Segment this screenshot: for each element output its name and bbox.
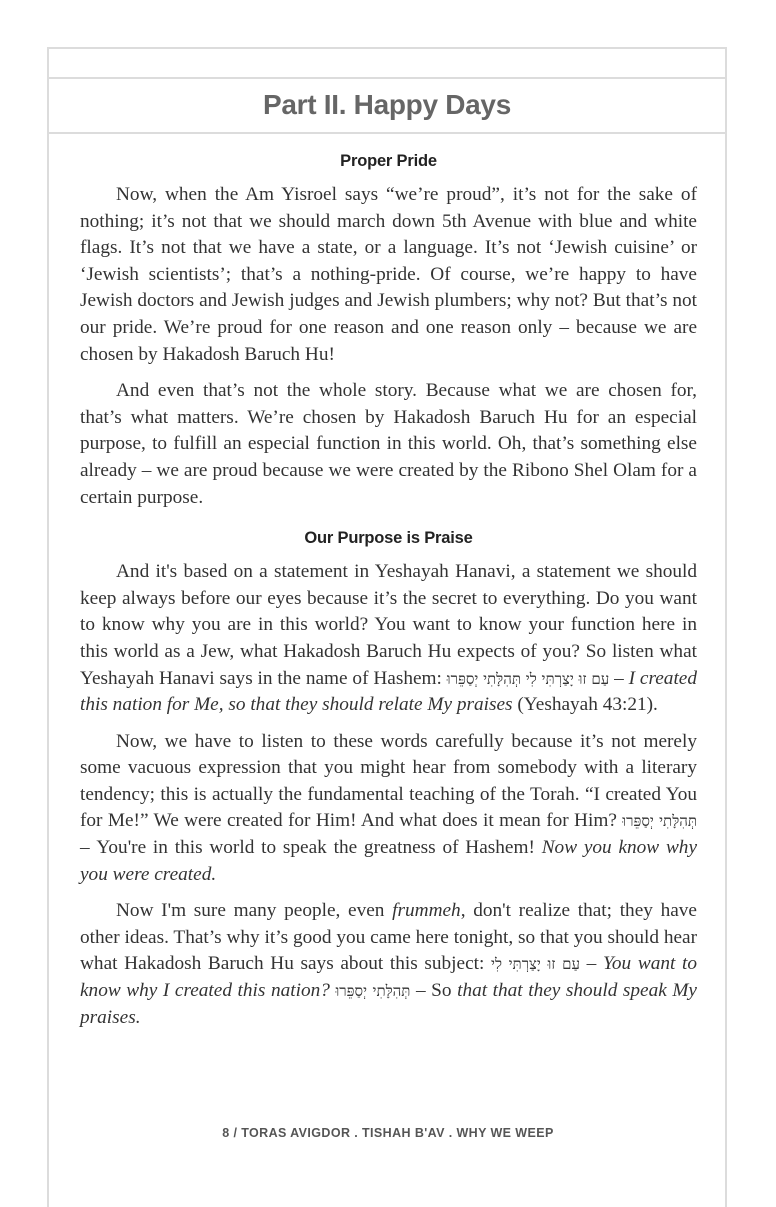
italic-text: Now you know why you were created.: [80, 837, 697, 885]
chapter-title: Part II. Happy Days: [263, 88, 511, 120]
text: Now, when the Am Yisroel says “we’re proud”, it’s not for the sake of nothing; it’s not that we should march down 5th Avenue with blue and white flags. It’s not that we have a state, or a language. It’s not ‘Jewish cuisine’ or ‘Jewish scientists’; that’s a nothing-pride. Of course, we’re happy to have Jewish doctors and Jewish judges and Jewish plumbers; why not? But that’s not our pride. We’re proud for one reason and one reason only – because we are chosen by Hakadosh Baruch Hu!: [80, 184, 697, 365]
text: Now, we have to listen to these words carefully because it’s not merely some vacuous expression that you might hear from somebody with a literary tendency; this is actually the fundamental teaching of the Torah. “I created You for Me!” We were created for Him! And what does it mean for Him?: [80, 730, 697, 832]
citation: (Yeshayah 43:21).: [512, 694, 658, 716]
section-heading: Proper Pride: [340, 152, 437, 170]
text: – So: [410, 980, 458, 1002]
text: , don't realize that; they have other ideas. That’s why it’s good you came here tonight, so that you should hear what Hakadosh Baruch Hu says about this subject:: [80, 900, 697, 975]
title-band: [49, 77, 725, 134]
paragraph: [80, 182, 697, 368]
header-band: [49, 49, 725, 79]
hebrew-quote: עַם זוּ יָצַרְתִּי לִי: [491, 955, 580, 974]
italic-translation: that that they should speak My praises.: [80, 980, 697, 1028]
paragraph: [80, 729, 697, 889]
text: And it's based on a statement in Yeshayah Hanavi, a statement we should keep always before our eyes because it’s the secret to everything. Do you want to know why you are in this world? You want to know your function here in this world as a Jew, what Hakadosh Baruch Hu expects of you? So listen what Yeshayah Hanavi says in the name of Hashem:: [80, 561, 697, 689]
text: Now I'm sure many people, even: [116, 900, 393, 922]
italic-translation: You want to know why I created this nation?: [80, 953, 698, 1002]
page-footer: 8 / TORAS AVIGDOR . TISHAH B'AV . WHY WE WEEP: [222, 1126, 554, 1140]
text: –: [579, 953, 603, 975]
text: And even that’s not the whole story. Because what we are chosen for, that’s what matters. We’re chosen by Hakadosh Baruch Hu for an especial purpose, to fulfill an especial function in this world. Oh, that’s something else already – we are proud because we were created by the Ribono Shel Olam for a certain purpose.: [80, 380, 697, 508]
text: –: [609, 667, 629, 689]
hebrew-quote: עַם זוּ יָצַרְתִּי לִי תְּהִלָּתִי יְסַפֵּרוּ: [446, 669, 610, 688]
italic-translation: I created this nation for Me, so that they should relate My praises: [80, 667, 698, 716]
hebrew-quote: תְּהִלָּתִי יְסַפֵּרוּ: [335, 982, 411, 1001]
hebrew-quote: תְּהִלָּתִי יְסַפֵּרוּ: [622, 812, 697, 831]
section-heading: Our Purpose is Praise: [304, 529, 473, 548]
paragraph: [80, 898, 697, 1031]
paragraph: [80, 559, 697, 719]
text: – You're in this world to speak the greatness of Hashem!: [80, 837, 542, 859]
page-content: [80, 148, 697, 1041]
italic-text: frummeh: [392, 900, 461, 922]
paragraph: [80, 378, 697, 511]
